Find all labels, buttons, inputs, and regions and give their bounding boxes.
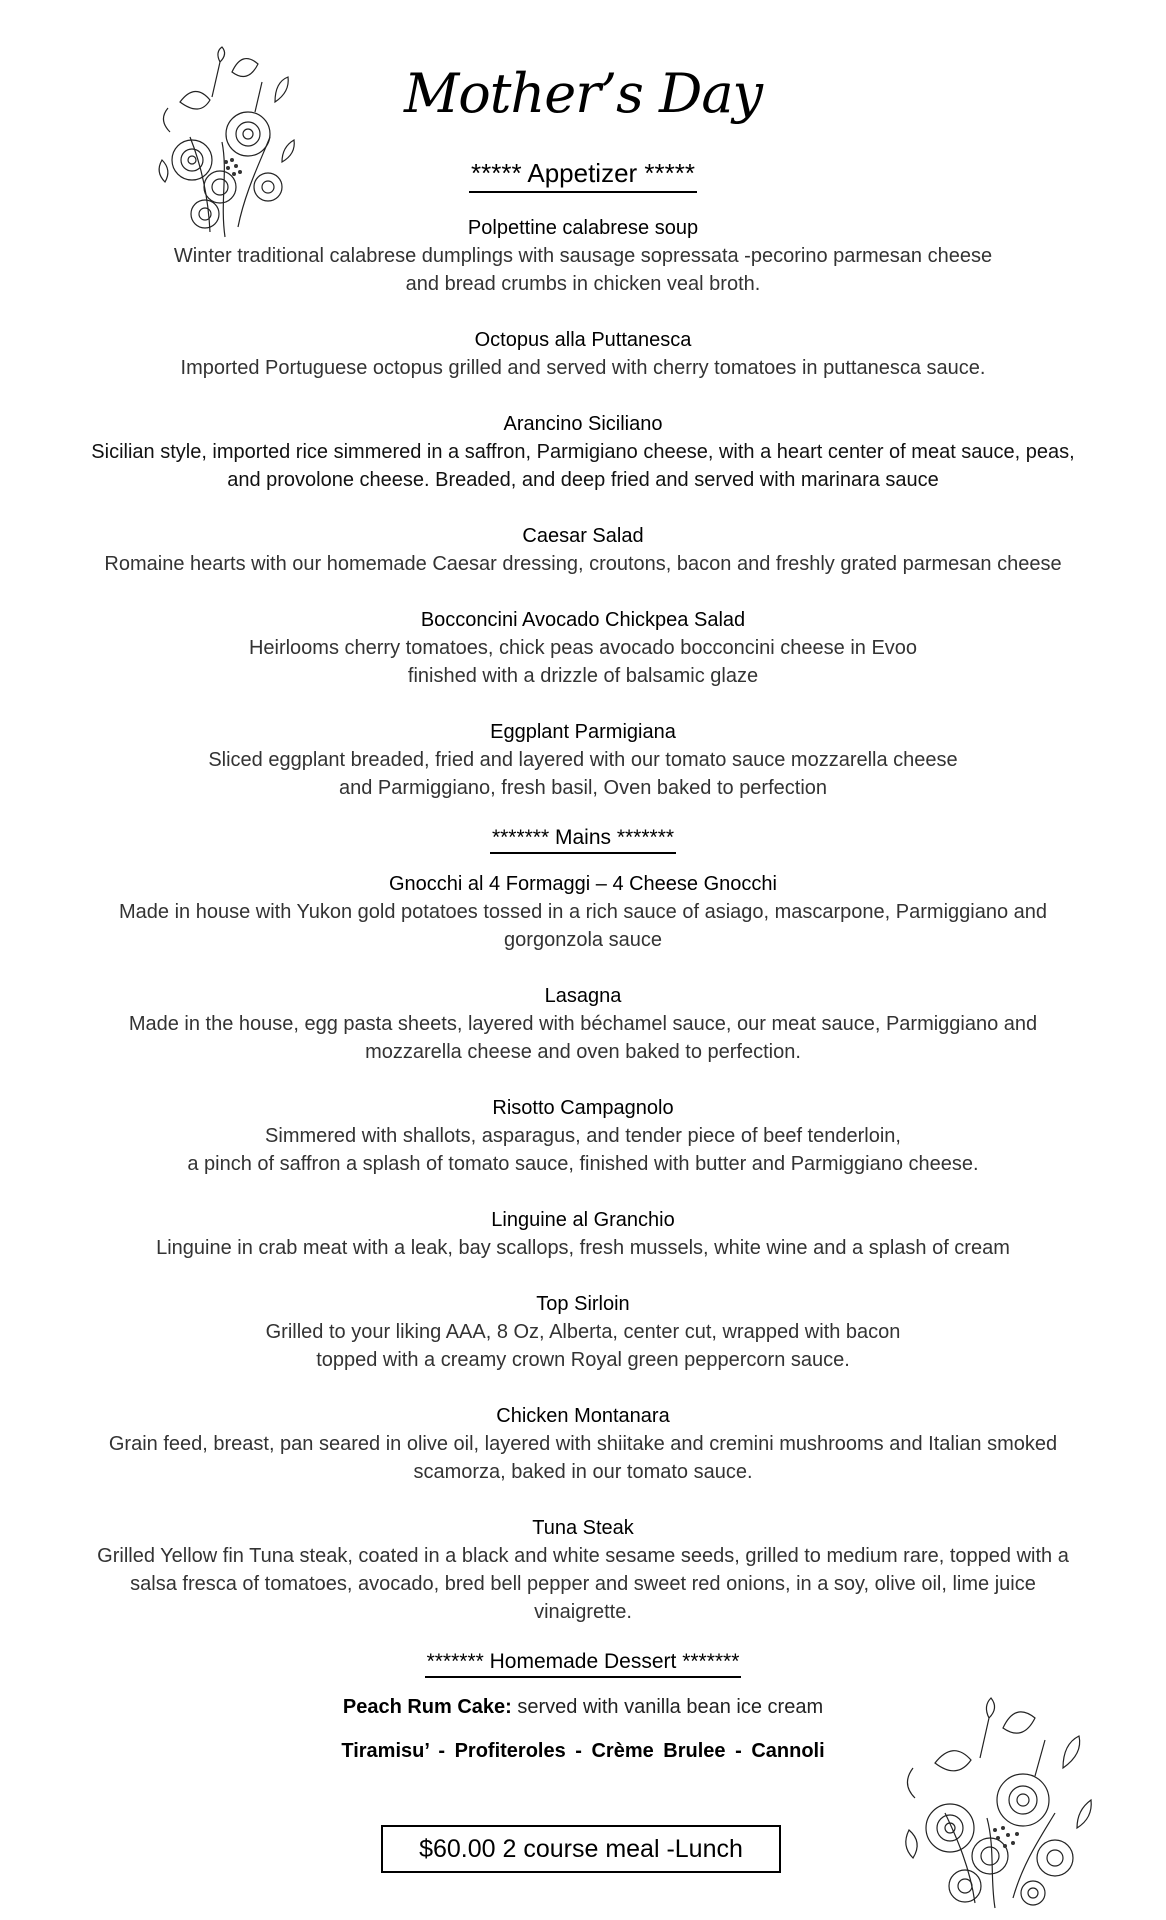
item-name: Top Sirloin — [536, 1293, 630, 1315]
item-description: Imported Portuguese octopus grilled and served with cherry tomatoes in puttanesca sauce. — [180, 357, 986, 379]
item-description: Grilled Yellow fin Tuna steak, coated in a black and white sesame seeds, grilled to medium rare, topped with a salsa fresca of tomatoes, avocado, bred bell pepper and sweet red onions, in a soy, olive oil, lime juice vinaigrette. — [97, 1545, 1069, 1623]
item-name: Eggplant Parmigiana — [490, 721, 676, 743]
item-name: Gnocchi al 4 Formaggi – 4 Cheese Gnocchi — [389, 873, 777, 895]
item-description: Sliced eggplant breaded, fried and layered with our tomato sauce mozzarella cheese and Parmiggiano, fresh basil, Oven baked to perfection — [208, 749, 958, 799]
menu-item — [0, 522, 1166, 578]
dessert-list: Tiramisu’ - Profiteroles - Crème Brulee - Cannoli — [341, 1740, 825, 1762]
menu-item — [0, 606, 1166, 690]
mains-heading: ******* Mains ******* — [0, 826, 1166, 854]
item-name: Bocconcini Avocado Chickpea Salad — [420, 609, 746, 631]
item-description: Made in the house, egg pasta sheets, layered with béchamel sauce, our meat sauce, Parmiggiano and mozzarella cheese and oven baked to perfection. — [128, 1013, 1038, 1063]
item-name: Caesar Salad — [522, 525, 644, 547]
item-name: Risotto Campagnolo — [492, 1097, 674, 1119]
floral-bouquet-icon — [895, 1688, 1095, 1913]
item-name: Chicken Montanara — [496, 1405, 670, 1427]
appetizer-heading: ***** Appetizer ***** — [0, 158, 1166, 193]
dessert-heading: ******* Homemade Dessert ******* — [0, 1650, 1166, 1678]
menu-item — [0, 410, 1166, 494]
menu-item — [0, 1094, 1166, 1178]
item-description: Romaine hearts with our homemade Caesar dressing, croutons, bacon and freshly grated parmesan cheese — [104, 553, 1062, 575]
item-description: Grilled to your liking AAA, 8 Oz, Alberta, center cut, wrapped with bacon topped with a creamy crown Royal green peppercorn sauce. — [265, 1321, 901, 1371]
item-description: Made in house with Yukon gold potatoes tossed in a rich sauce of asiago, mascarpone, Parmiggiano and gorgonzola sauce — [119, 901, 1047, 951]
item-description: Heirlooms cherry tomatoes, chick peas avocado bocconcini cheese in Evoo finished with a drizzle of balsamic glaze — [248, 637, 918, 687]
dessert-featured-desc: served with vanilla bean ice cream — [511, 1696, 824, 1718]
item-description: Linguine in crab meat with a leak, bay scallops, fresh mussels, white wine and a splash of cream — [156, 1237, 1010, 1259]
item-name: Linguine al Granchio — [491, 1209, 675, 1231]
item-name: Arancino Siciliano — [503, 413, 663, 435]
menu-item — [0, 1402, 1166, 1486]
item-description: Grain feed, breast, pan seared in olive oil, layered with shiitake and cremini mushrooms and Italian smoked scamorza, baked in our tomato sauce. — [108, 1433, 1058, 1483]
item-description: Sicilian style, imported rice simmered in a saffron, Parmigiano cheese, with a heart center of meat sauce, peas, and provolone cheese. Breaded, and deep fried and served with marinara sauce — [91, 441, 1075, 491]
item-description: Simmered with shallots, asparagus, and tender piece of beef tenderloin, a pinch of saffron a splash of tomato sauce, finished with butter and Parmiggiano cheese. — [187, 1125, 979, 1175]
item-name: Octopus alla Puttanesca — [474, 329, 692, 351]
price-box: $60.00 2 course meal -Lunch — [381, 1825, 781, 1873]
menu-item — [0, 214, 1166, 298]
page-title: Mother’s Day — [403, 62, 763, 125]
item-name: Lasagna — [544, 985, 622, 1007]
menu-item — [0, 718, 1166, 802]
dessert-featured-name: Peach Rum Cake: — [342, 1696, 512, 1718]
menu-item — [0, 326, 1166, 382]
item-description: Winter traditional calabrese dumplings with sausage sopressata -pecorino parmesan cheese and bread crumbs in chicken veal broth. — [173, 245, 993, 295]
menu-item — [0, 1290, 1166, 1374]
menu-item — [0, 1514, 1166, 1626]
menu-item — [0, 982, 1166, 1066]
item-name: Tuna Steak — [532, 1517, 634, 1539]
menu-item — [0, 1206, 1166, 1262]
menu-item — [0, 870, 1166, 954]
item-name: Polpettine calabrese soup — [467, 217, 699, 239]
